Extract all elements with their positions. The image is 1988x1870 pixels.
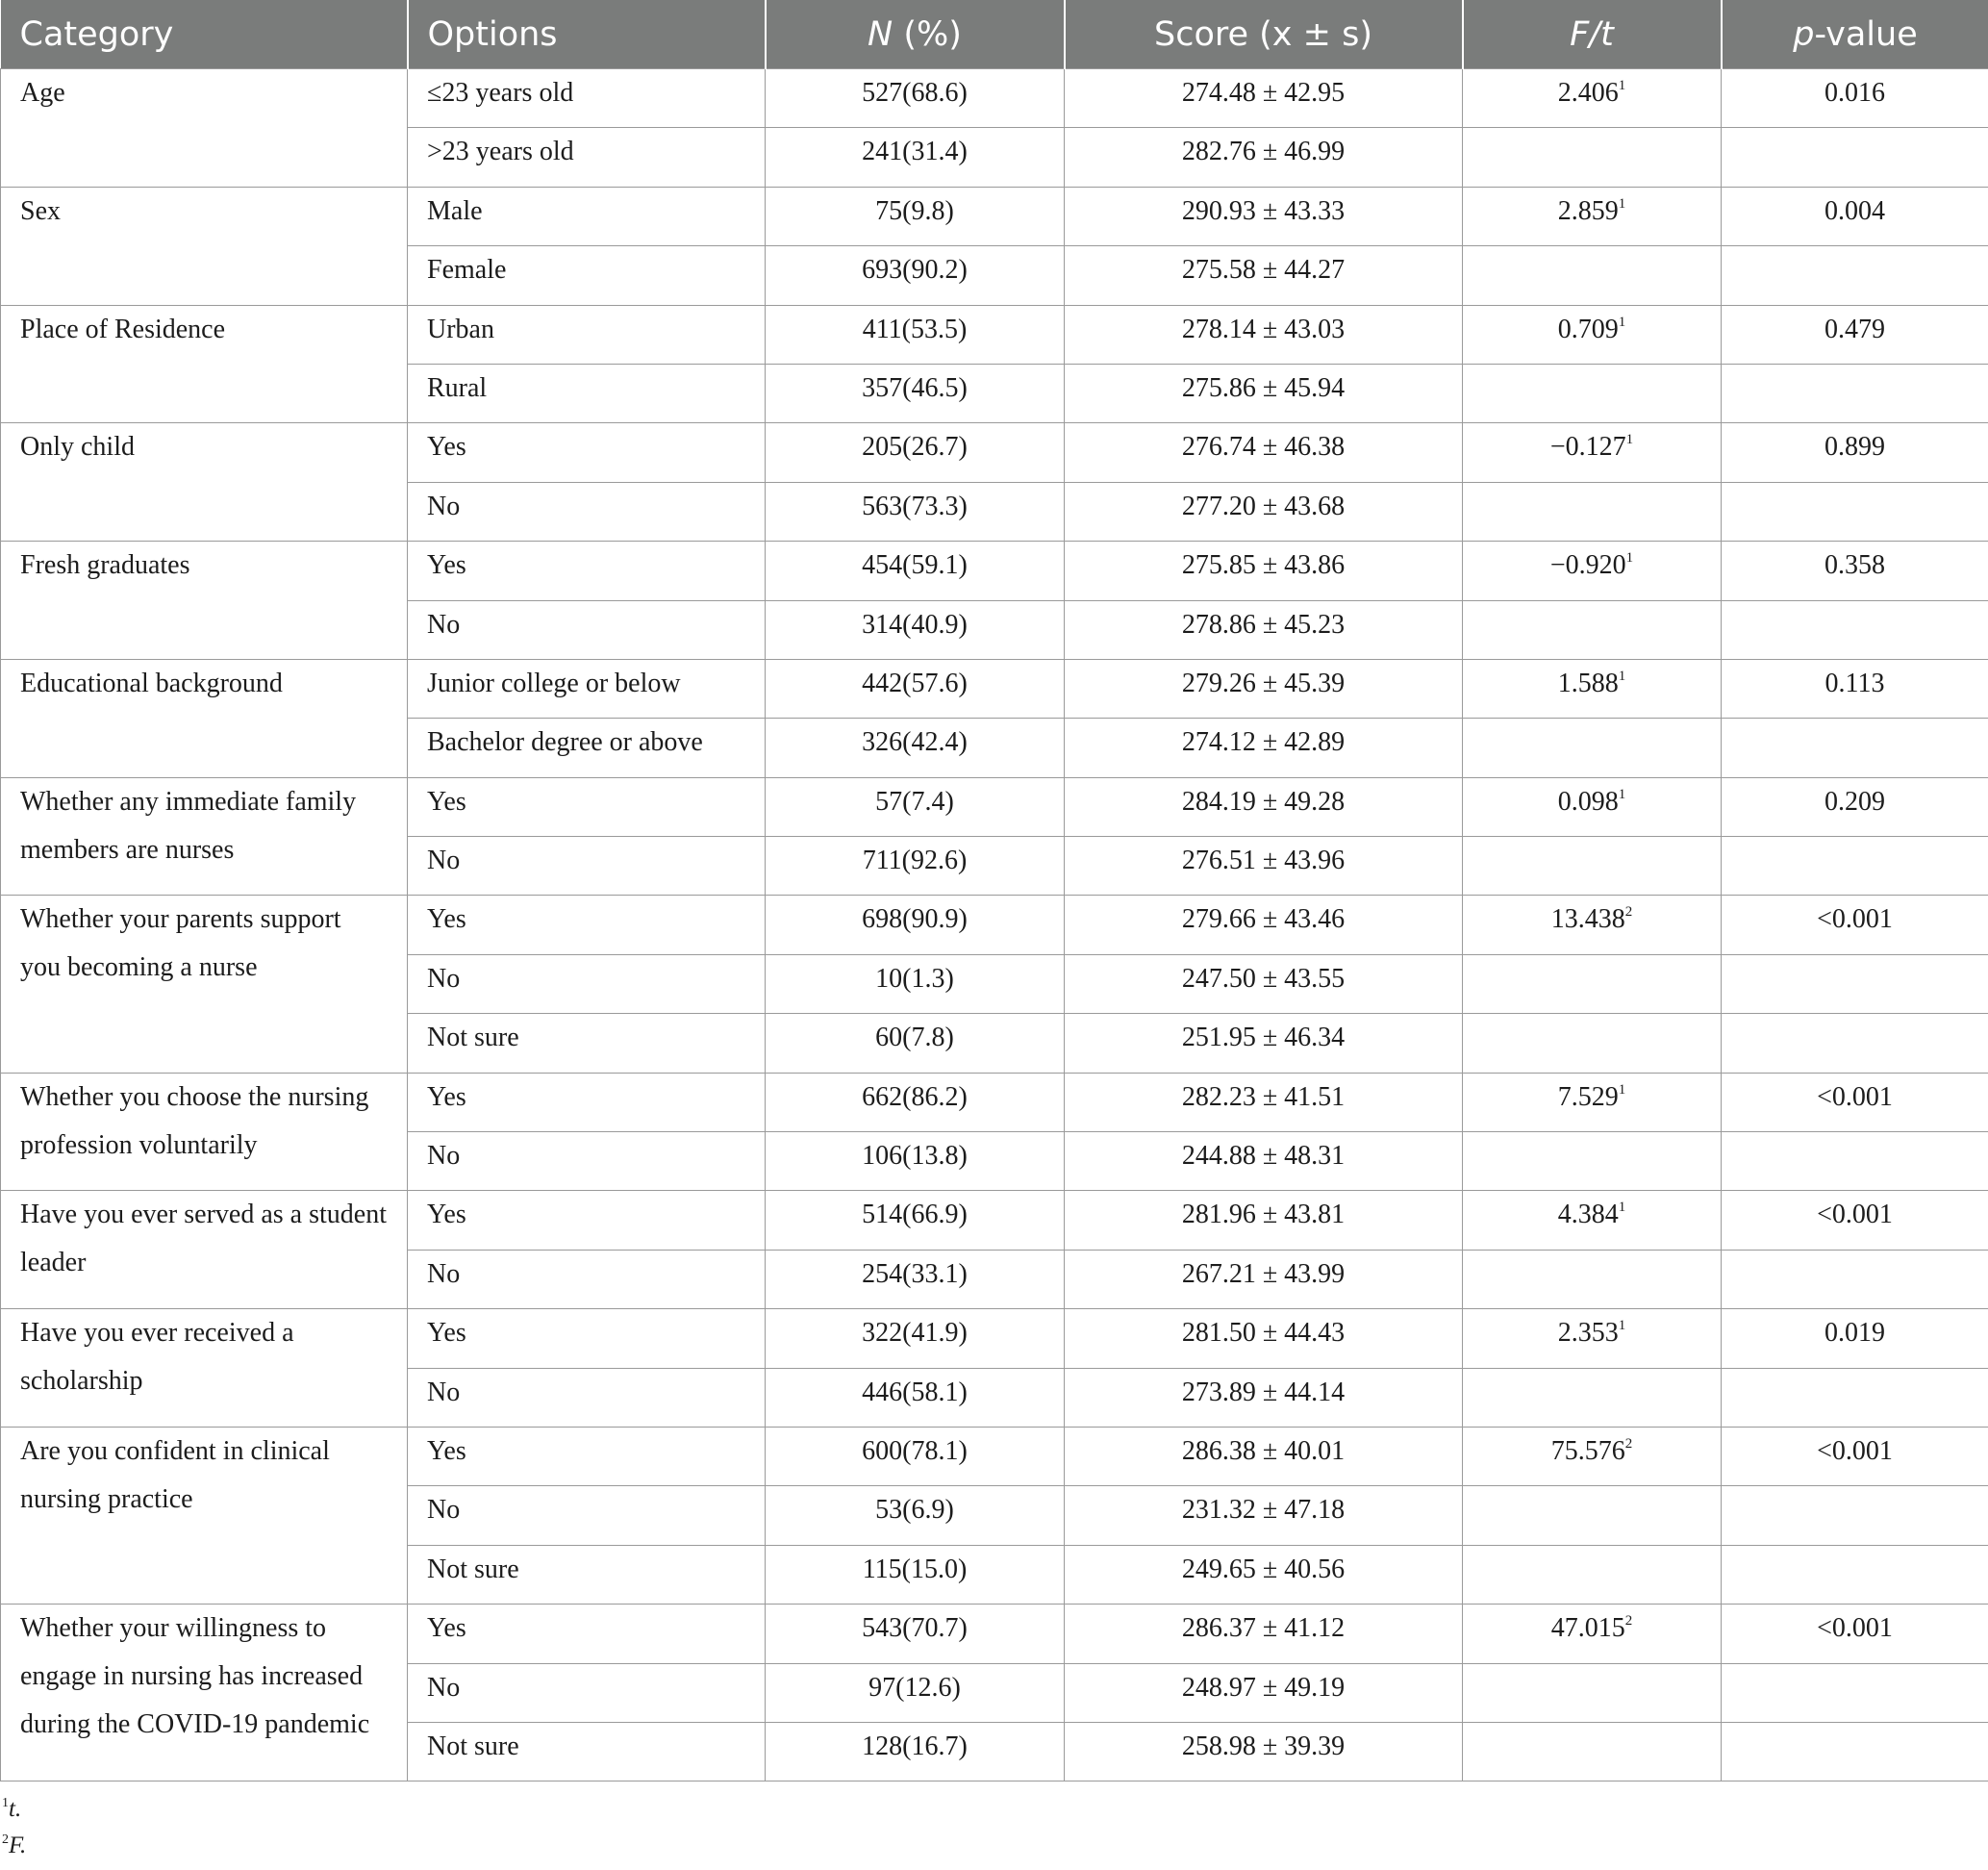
score-cell: 244.88 ± 48.31	[1065, 1132, 1463, 1191]
option-cell: ≤23 years old	[408, 69, 766, 128]
f-t-superscript: 1	[1618, 1318, 1626, 1334]
option-cell: No	[408, 600, 766, 659]
score-cell: 273.89 ± 44.14	[1065, 1368, 1463, 1427]
option-cell: Yes	[408, 1191, 766, 1250]
f-t-cell-empty	[1463, 1545, 1722, 1604]
p-value-cell-empty	[1722, 600, 1988, 659]
table-row	[1, 69, 1988, 128]
header-p-symbol: p	[1793, 14, 1815, 54]
p-value-cell: 0.479	[1722, 305, 1988, 364]
score-cell: 276.74 ± 46.38	[1065, 423, 1463, 482]
option-cell: Bachelor degree or above	[408, 719, 766, 777]
option-cell: No	[408, 954, 766, 1013]
f-t-superscript: 1	[1618, 314, 1626, 330]
p-value-cell: 0.113	[1722, 659, 1988, 718]
score-cell: 258.98 ± 39.39	[1065, 1722, 1463, 1781]
n-percent-cell: 454(59.1)	[766, 542, 1065, 600]
header-row	[1, 0, 1988, 69]
category-cell: Whether you choose the nursing profession voluntarily	[1, 1073, 408, 1191]
table-row	[1, 777, 1988, 836]
option-cell: Yes	[408, 423, 766, 482]
option-cell: Not sure	[408, 1545, 766, 1604]
header-n-suffix: (%)	[893, 14, 962, 54]
f-t-value: 0.098	[1557, 786, 1619, 817]
f-t-cell-empty	[1463, 1486, 1722, 1545]
f-t-cell	[1463, 423, 1722, 482]
p-value-cell: 0.899	[1722, 423, 1988, 482]
n-percent-cell: 662(86.2)	[766, 1073, 1065, 1131]
score-cell: 249.65 ± 40.56	[1065, 1545, 1463, 1604]
table-row	[1, 1309, 1988, 1368]
option-cell: Junior college or below	[408, 659, 766, 718]
n-percent-cell: 115(15.0)	[766, 1545, 1065, 1604]
option-cell: Not sure	[408, 1722, 766, 1781]
score-cell: 286.38 ± 40.01	[1065, 1427, 1463, 1485]
p-value-cell: 0.358	[1722, 542, 1988, 600]
category-cell: Place of Residence	[1, 305, 408, 423]
f-t-superscript: 2	[1624, 904, 1633, 921]
option-cell: No	[408, 1250, 766, 1308]
n-percent-cell: 693(90.2)	[766, 246, 1065, 305]
n-percent-cell: 205(26.7)	[766, 423, 1065, 482]
option-cell: Yes	[408, 896, 766, 954]
p-value-cell-empty	[1722, 719, 1988, 777]
f-t-cell-empty	[1463, 246, 1722, 305]
p-value-cell: <0.001	[1722, 1191, 1988, 1250]
f-t-superscript: 1	[1618, 78, 1626, 93]
table-row	[1, 423, 1988, 482]
score-cell: 275.58 ± 44.27	[1065, 246, 1463, 305]
f-t-value: 13.438	[1550, 904, 1625, 935]
table-row	[1, 896, 1988, 954]
score-cell: 248.97 ± 49.19	[1065, 1663, 1463, 1722]
score-cell: 284.19 ± 49.28	[1065, 777, 1463, 836]
footnote-2-marker: 2	[2, 1832, 9, 1847]
option-cell: Rural	[408, 364, 766, 422]
score-cell: 278.14 ± 43.03	[1065, 305, 1463, 364]
p-value-cell-empty	[1722, 1663, 1988, 1722]
p-value-cell-empty	[1722, 1014, 1988, 1073]
header-p-suffix: -value	[1814, 14, 1918, 54]
n-percent-cell: 514(66.9)	[766, 1191, 1065, 1250]
f-t-cell-empty	[1463, 954, 1722, 1013]
p-value-cell-empty	[1722, 128, 1988, 187]
n-percent-cell: 527(68.6)	[766, 69, 1065, 128]
category-cell: Are you confident in clinical nursing practice	[1, 1427, 408, 1604]
score-cell: 275.86 ± 45.94	[1065, 364, 1463, 422]
n-percent-cell: 106(13.8)	[766, 1132, 1065, 1191]
score-cell: 267.21 ± 43.99	[1065, 1250, 1463, 1308]
n-percent-cell: 57(7.4)	[766, 777, 1065, 836]
f-t-cell	[1463, 659, 1722, 718]
f-t-superscript: 1	[1625, 432, 1634, 448]
score-cell: 286.37 ± 41.12	[1065, 1605, 1463, 1663]
option-cell: No	[408, 1132, 766, 1191]
f-t-cell-empty	[1463, 1132, 1722, 1191]
f-t-cell	[1463, 896, 1722, 954]
f-t-superscript: 1	[1625, 550, 1634, 567]
table-row	[1, 542, 1988, 600]
n-percent-cell: 357(46.5)	[766, 364, 1065, 422]
n-percent-cell: 711(92.6)	[766, 837, 1065, 896]
score-cell: 278.86 ± 45.23	[1065, 600, 1463, 659]
n-percent-cell: 600(78.1)	[766, 1427, 1065, 1485]
f-t-superscript: 2	[1624, 1435, 1633, 1452]
f-t-cell	[1463, 542, 1722, 600]
f-t-cell	[1463, 777, 1722, 836]
f-t-cell-empty	[1463, 364, 1722, 422]
f-t-value: 47.015	[1550, 1613, 1625, 1644]
p-value-cell-empty	[1722, 1486, 1988, 1545]
f-t-cell	[1463, 1605, 1722, 1663]
option-cell: Male	[408, 187, 766, 245]
header-f-t-label: F/t	[1570, 14, 1614, 54]
option-cell: Yes	[408, 542, 766, 600]
p-value-cell: <0.001	[1722, 1427, 1988, 1485]
footnote-2	[2, 1832, 26, 1859]
score-cell: 231.32 ± 47.18	[1065, 1486, 1463, 1545]
score-cell: 290.93 ± 43.33	[1065, 187, 1463, 245]
score-cell: 282.23 ± 41.51	[1065, 1073, 1463, 1131]
header-f-t	[1463, 0, 1722, 69]
option-cell: No	[408, 482, 766, 541]
p-value-cell-empty	[1722, 954, 1988, 1013]
f-t-cell-empty	[1463, 1250, 1722, 1308]
table-header	[1, 0, 1988, 69]
footnote-1-text: t.	[9, 1796, 22, 1822]
p-value-cell: 0.016	[1722, 69, 1988, 128]
f-t-cell-empty	[1463, 1368, 1722, 1427]
p-value-cell-empty	[1722, 1545, 1988, 1604]
p-value-cell-empty	[1722, 1132, 1988, 1191]
score-cell: 279.66 ± 43.46	[1065, 896, 1463, 954]
f-t-value: 75.576	[1550, 1435, 1625, 1466]
f-t-value: −0.127	[1549, 432, 1626, 463]
f-t-superscript: 1	[1618, 786, 1626, 802]
option-cell: Yes	[408, 1427, 766, 1485]
f-t-superscript: 1	[1618, 1081, 1626, 1098]
n-percent-cell: 322(41.9)	[766, 1309, 1065, 1368]
table-row	[1, 1073, 1988, 1131]
header-category: Category	[1, 0, 408, 69]
p-value-cell-empty	[1722, 482, 1988, 541]
f-t-cell-empty	[1463, 1663, 1722, 1722]
n-percent-cell: 60(7.8)	[766, 1014, 1065, 1073]
category-cell: Whether any immediate family members are nurses	[1, 777, 408, 896]
p-value-cell: <0.001	[1722, 1605, 1988, 1663]
footnote-1-marker: 1	[2, 1796, 9, 1810]
n-percent-cell: 411(53.5)	[766, 305, 1065, 364]
score-cell: 274.48 ± 42.95	[1065, 69, 1463, 128]
f-t-value: 2.859	[1557, 195, 1619, 226]
n-percent-cell: 97(12.6)	[766, 1663, 1065, 1722]
f-t-cell-empty	[1463, 600, 1722, 659]
header-p-value	[1722, 0, 1988, 69]
f-t-cell	[1463, 69, 1722, 128]
table-row	[1, 1605, 1988, 1663]
category-cell: Whether your willingness to engage in nursing has increased during the COVID-19 pandemic	[1, 1605, 408, 1782]
score-cell: 277.20 ± 43.68	[1065, 482, 1463, 541]
p-value-cell: 0.019	[1722, 1309, 1988, 1368]
option-cell: Yes	[408, 1073, 766, 1131]
header-score: Score (x ± s)	[1065, 0, 1463, 69]
score-cell: 275.85 ± 43.86	[1065, 542, 1463, 600]
f-t-cell	[1463, 1427, 1722, 1485]
f-t-cell-empty	[1463, 1722, 1722, 1781]
category-cell: Have you ever received a scholarship	[1, 1309, 408, 1428]
category-cell: Fresh graduates	[1, 542, 408, 660]
category-cell: Age	[1, 69, 408, 188]
n-percent-cell: 128(16.7)	[766, 1722, 1065, 1781]
category-cell: Sex	[1, 187, 408, 305]
option-cell: Urban	[408, 305, 766, 364]
p-value-cell-empty	[1722, 1722, 1988, 1781]
n-percent-cell: 75(9.8)	[766, 187, 1065, 245]
p-value-cell-empty	[1722, 837, 1988, 896]
f-t-superscript: 1	[1618, 668, 1626, 684]
option-cell: No	[408, 837, 766, 896]
option-cell: No	[408, 1368, 766, 1427]
category-cell: Whether your parents support you becoming a nurse	[1, 896, 408, 1073]
f-t-cell-empty	[1463, 1014, 1722, 1073]
f-t-cell	[1463, 1309, 1722, 1368]
header-n-symbol: N	[868, 14, 893, 54]
f-t-value: 0.709	[1557, 314, 1619, 344]
n-percent-cell: 326(42.4)	[766, 719, 1065, 777]
f-t-cell	[1463, 1073, 1722, 1131]
f-t-value: 7.529	[1557, 1081, 1619, 1112]
f-t-cell-empty	[1463, 719, 1722, 777]
header-n-percent	[766, 0, 1065, 69]
table-row	[1, 305, 1988, 364]
p-value-cell: 0.004	[1722, 187, 1988, 245]
p-value-cell-empty	[1722, 246, 1988, 305]
option-cell: No	[408, 1486, 766, 1545]
f-t-superscript: 1	[1618, 1200, 1626, 1216]
f-t-cell	[1463, 187, 1722, 245]
p-value-cell: <0.001	[1722, 1073, 1988, 1131]
f-t-cell	[1463, 1191, 1722, 1250]
n-percent-cell: 563(73.3)	[766, 482, 1065, 541]
category-cell: Have you ever served as a student leader	[1, 1191, 408, 1309]
f-t-superscript: 1	[1618, 195, 1626, 212]
score-cell: 247.50 ± 43.55	[1065, 954, 1463, 1013]
category-cell: Educational background	[1, 659, 408, 777]
category-cell: Only child	[1, 423, 408, 542]
n-percent-cell: 446(58.1)	[766, 1368, 1065, 1427]
p-value-cell: <0.001	[1722, 896, 1988, 954]
score-cell: 251.95 ± 46.34	[1065, 1014, 1463, 1073]
header-options: Options	[408, 0, 766, 69]
option-cell: >23 years old	[408, 128, 766, 187]
f-t-cell-empty	[1463, 128, 1722, 187]
n-percent-cell: 442(57.6)	[766, 659, 1065, 718]
p-value-cell-empty	[1722, 1368, 1988, 1427]
option-cell: Yes	[408, 1309, 766, 1368]
footnote-2-text: F.	[9, 1832, 27, 1858]
f-t-cell	[1463, 305, 1722, 364]
n-percent-cell: 543(70.7)	[766, 1605, 1065, 1663]
score-cell: 279.26 ± 45.39	[1065, 659, 1463, 718]
f-t-value: 2.406	[1557, 78, 1619, 108]
footnote-1	[2, 1796, 21, 1823]
option-cell: Yes	[408, 1605, 766, 1663]
f-t-value: −0.920	[1549, 550, 1626, 581]
table-row	[1, 1427, 1988, 1485]
f-t-value: 4.384	[1557, 1200, 1619, 1230]
option-cell: Female	[408, 246, 766, 305]
option-cell: Yes	[408, 777, 766, 836]
f-t-value: 2.353	[1557, 1318, 1619, 1349]
table-body	[1, 69, 1988, 1782]
score-cell: 276.51 ± 43.96	[1065, 837, 1463, 896]
score-cell: 274.12 ± 42.89	[1065, 719, 1463, 777]
option-cell: Not sure	[408, 1014, 766, 1073]
score-cell: 282.76 ± 46.99	[1065, 128, 1463, 187]
table-row	[1, 659, 1988, 718]
table-row	[1, 187, 1988, 245]
option-cell: No	[408, 1663, 766, 1722]
n-percent-cell: 10(1.3)	[766, 954, 1065, 1013]
n-percent-cell: 241(31.4)	[766, 128, 1065, 187]
score-cell: 281.96 ± 43.81	[1065, 1191, 1463, 1250]
f-t-cell-empty	[1463, 482, 1722, 541]
p-value-cell: 0.209	[1722, 777, 1988, 836]
n-percent-cell: 698(90.9)	[766, 896, 1065, 954]
p-value-cell-empty	[1722, 1250, 1988, 1308]
n-percent-cell: 254(33.1)	[766, 1250, 1065, 1308]
n-percent-cell: 53(6.9)	[766, 1486, 1065, 1545]
n-percent-cell: 314(40.9)	[766, 600, 1065, 659]
f-t-superscript: 2	[1624, 1613, 1633, 1630]
table-row	[1, 1191, 1988, 1250]
score-cell: 281.50 ± 44.43	[1065, 1309, 1463, 1368]
f-t-value: 1.588	[1557, 668, 1619, 698]
f-t-cell-empty	[1463, 837, 1722, 896]
p-value-cell-empty	[1722, 364, 1988, 422]
